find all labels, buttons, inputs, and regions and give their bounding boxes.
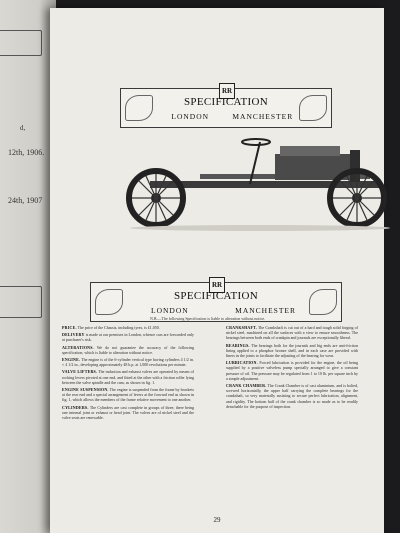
left-page-fragment: 24th, 1907 [8, 196, 43, 205]
page-number: 29 [213, 516, 221, 524]
spec-paragraph: CRANKSHAFT. The Crankshaft is cut out of a hard and tough solid forging of nickel steel, machined on all the surfaces with a view to ensure smoothness. The bearings between both ends of crankpin and journals are exceptionally liberal. [226, 325, 358, 341]
specification-banner-top [120, 88, 332, 128]
banner-city-left: LONDON [151, 306, 189, 315]
spec-paragraph: BEARINGS. The bearings both for the journals and big ends are anti-friction lining applied to a phosphor bronze shell, and in each case are provided with liners in the joints to facilitate the adjusting of the bearing for wear. [226, 342, 358, 359]
spec-column-left [62, 325, 194, 422]
banner-title: SPECIFICATION [174, 290, 258, 302]
specification-note: N.B.—The following Specification is liable to alteration without notice. [150, 316, 266, 321]
catalogue-page [50, 8, 384, 533]
banner-city-right: MANCHESTER [235, 306, 296, 315]
monogram-logo: RR [209, 277, 225, 293]
spec-paragraph: ALTERATIONS. We do not guarantee the accuracy of the following specification, which is liable to alteration without notice. [62, 344, 194, 355]
left-page-fragment: d, [20, 124, 26, 132]
spec-paragraph: CYLINDERS. The Cylinders are cast complete in groups of three, there being one internal joint or exhaust or head joint. The valves are of nickel steel and the valve seats are renewable. [62, 404, 194, 421]
spec-column-right [226, 325, 358, 411]
left-page-fragment: 12th, 1906. [8, 148, 45, 157]
spec-paragraph: CRANK CHAMBER. The Crank Chamber is of cast aluminium, and is bolted, screwed horizontally, the upper half carrying the complete bearings for the crankshaft, so very materially assisting to secure perfect lubrication, alignment, and rigidity. The bottom half of the crank chamber is so made as to be readily detachable for the purpose of inspection. [226, 383, 358, 409]
spec-paragraph: ENGINE. The engine is of the 6-cylinder vertical type having cylinders 4 1/2 in. × 4 1/2 in., developing approximately 48 h.p. at 1,000 revolutions per minute. [62, 357, 194, 368]
spec-paragraph: PRICE. The price of the Chassis, including tyres, is £1,050. [62, 325, 160, 330]
previous-page [0, 0, 56, 533]
spec-paragraph: VALVE LIFTERS. The induction and exhaust valves are operated by means of rocking levers pivoted at one end, and fitted at the other with a friction roller lying between the valve spindle and the cam, as shown in fig. 1. [62, 369, 194, 385]
banner-city-right: MANCHESTER [232, 112, 294, 121]
banner-title: SPECIFICATION [184, 96, 268, 108]
spec-paragraph: ENGINE SUSPENSION. The engine is suspended from the frame by brackets at the rear end and a special arrangement of levers at the forward end as shown in fig. 1, which allows the members of the frame relative movement to one another. [62, 387, 194, 403]
ornament-frame [0, 30, 42, 56]
monogram-logo: RR [219, 83, 235, 99]
ornament-frame [0, 286, 42, 318]
spec-paragraph: DELIVERY is made at our premises in London, whence cars are forwarded only at purchaser's risk. [62, 332, 195, 343]
spec-paragraph: LUBRICATION. Forced lubrication is provided for the engine, the oil being supplied by a positive valveless pump specially arranged to give a constant pressure of oil. The pressure may be regulated from 1 to 10 lb. per square inch by a simple adjustment. [226, 360, 359, 381]
chassis-illustration [110, 136, 400, 236]
banner-city-left: LONDON [171, 112, 210, 121]
